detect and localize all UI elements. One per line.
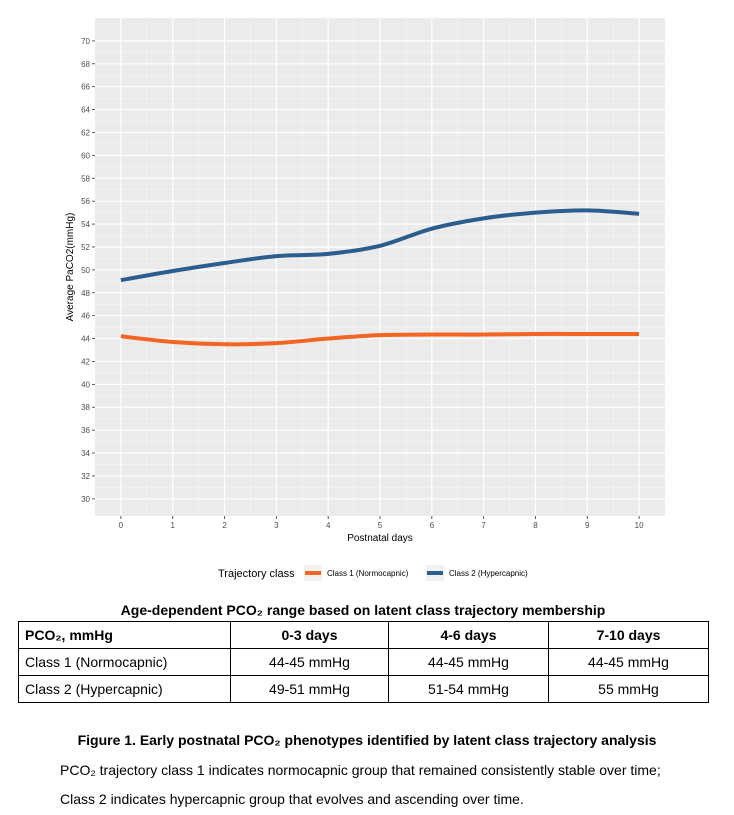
y-tick-label: 64	[81, 105, 90, 115]
y-tick-label: 32	[81, 471, 90, 481]
y-tick-label: 40	[81, 380, 90, 390]
y-tick-label: 54	[81, 220, 90, 230]
y-tick-label: 38	[81, 403, 90, 413]
table-cell: 44-45 mmHg	[389, 649, 549, 676]
y-tick-label: 58	[81, 174, 90, 184]
figure-description-line: PCO₂ trajectory class 1 indicates normocapnic group that remained consistently stable over time;	[60, 762, 661, 778]
x-tick-label: 7	[481, 521, 486, 530]
x-tick-label: 10	[634, 521, 644, 530]
table-cell: 44-45 mmHg	[231, 649, 389, 676]
header-cell: 4-6 days	[389, 622, 549, 649]
x-tick-label: 6	[429, 521, 435, 530]
table-cell: Class 2 (Hypercapnic)	[19, 676, 231, 703]
legend-label: Class 1 (Normocapnic)	[327, 569, 409, 578]
legend-title: Trajectory class	[218, 568, 295, 580]
table-row	[19, 676, 709, 703]
table-title: Age-dependent PCO₂ range based on latent class trajectory membership	[120, 602, 606, 618]
table-row	[19, 649, 709, 676]
x-tick-label: 2	[222, 521, 227, 530]
y-tick-label: 68	[81, 59, 90, 69]
y-tick-label: 34	[81, 449, 90, 459]
y-axis-title: Average PaCO2(mmHg)	[65, 212, 76, 322]
x-tick-label: 0	[118, 521, 124, 530]
x-tick-label: 4	[325, 521, 331, 530]
header-cell: PCO₂, mmHg	[19, 622, 231, 649]
y-tick-label: 50	[81, 265, 90, 275]
x-tick-label: 1	[170, 521, 175, 530]
header-cell: 7-10 days	[549, 622, 709, 649]
table-cell: 49-51 mmHg	[231, 676, 389, 703]
y-tick-label: 70	[81, 36, 90, 46]
y-tick-label: 56	[81, 197, 90, 207]
legend-label: Class 2 (Hypercapnic)	[449, 569, 528, 578]
table-cell: 55 mmHg	[549, 676, 709, 703]
table-cell: 51-54 mmHg	[389, 676, 549, 703]
x-axis-title: Postnatal days	[347, 533, 413, 544]
range-table	[18, 621, 709, 703]
y-tick-label: 36	[81, 426, 90, 436]
table-header-row	[19, 622, 709, 649]
y-tick-label: 52	[81, 242, 90, 252]
header-cell: 0-3 days	[231, 622, 389, 649]
x-tick-label: 9	[585, 521, 590, 530]
y-tick-label: 66	[81, 82, 90, 92]
x-tick-label: 5	[377, 521, 383, 530]
y-tick-label: 62	[81, 128, 90, 138]
y-tick-label: 46	[81, 311, 90, 321]
figure-description-line: Class 2 indicates hypercapnic group that evolves and ascending over time.	[60, 791, 524, 807]
table-cell: Class 1 (Normocapnic)	[19, 649, 231, 676]
y-tick-label: 60	[81, 151, 90, 161]
x-tick-label: 3	[274, 521, 279, 530]
y-tick-label: 42	[81, 357, 90, 367]
y-tick-label: 48	[81, 288, 90, 298]
x-tick-label: 8	[533, 521, 538, 530]
y-tick-label: 44	[81, 334, 90, 344]
table-cell: 44-45 mmHg	[549, 649, 709, 676]
figure-caption: Figure 1. Early postnatal PCO₂ phenotypes identified by latent class trajectory analysis	[77, 732, 657, 748]
y-tick-label: 30	[81, 494, 90, 504]
